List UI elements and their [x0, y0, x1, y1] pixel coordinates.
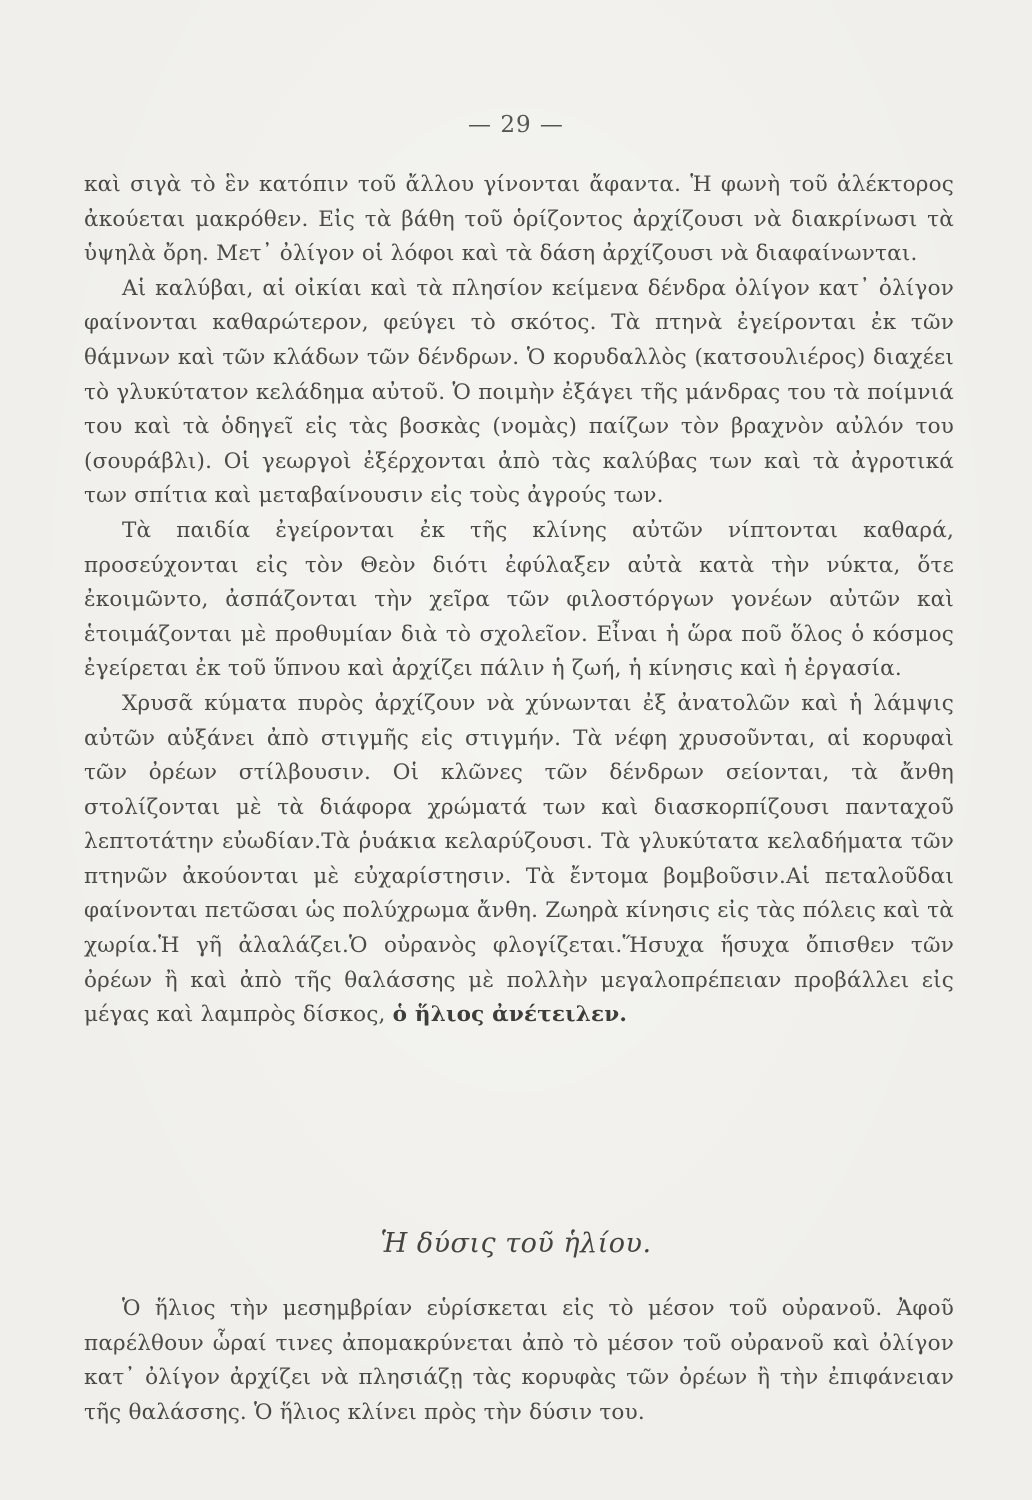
paragraph: Ὁ ἥλιος τὴν μεσημβρίαν εὑρίσκεται εἰς τὸ μέσον τοῦ οὐρανοῦ. Ἀφοῦ παρέλθουν ὧραί τινες ἀπομακρύνεται ἀπὸ τὸ μέσον τοῦ οὐρανοῦ καὶ ὀλίγον κατ᾽ ὀλίγον ἀρχίζει νὰ πλησιάζῃ τὰς κορυφὰς τῶν ὀρέων ἢ τὴν ἐπιφάνειαν τῆς θαλάσσης. Ὁ ἥλιος κλίνει πρὸς τὴν δύσιν του.: [84, 1296, 954, 1425]
paragraph: Αἱ καλύβαι, αἱ οἰκίαι καὶ τὰ πλησίον κείμενα δένδρα ὀλίγον κατ᾽ ὀλίγον φαίνονται καθαρώτερον, φεύγει τὸ σκότος. Τὰ πτηνὰ ἐγείρονται ἐκ τῶν θάμνων καὶ τῶν κλάδων τῶν δένδρων. Ὁ κορυδαλλὸς (κατσουλιέρος) διαχέει τὸ γλυκύτατον κελάδημα αὐτοῦ. Ὁ ποιμὴν ἐξάγει τῆς μάνδρας του τὰ ποίμνιά του καὶ τὰ ὁδηγεῖ εἰς τὰς βοσκὰς (νομὰς) παίζων τὸν βραχνὸν αὐλόν του (σουράβλι). Οἱ γεωργοὶ ἐξέρχονται ἀπὸ τὰς καλύβας των καὶ τὰ ἀγροτικά των σπίτια καὶ μεταβαίνουσιν εἰς τοὺς ἀγρούς των.: [84, 275, 954, 509]
text-block-top: [84, 168, 954, 1033]
emphasis-text: ὁ ἥλιος ἀνέτειλεν.: [392, 1002, 628, 1028]
paragraph-text: Χρυσᾶ κύματα πυρὸς ἀρχίζουν νὰ χύνωνται ἐξ ἀνατολῶν καὶ ἡ λάμψις αὐτῶν αὐξάνει ἀπὸ στιγμῆς εἰς στιγμήν. Τὰ νέφη χρυσοῦνται, αἱ κορυφαὶ τῶν ὀρέων στίλβουσιν. Οἱ κλῶνες τῶν δένδρων σείονται, τὰ ἄνθη στολίζονται μὲ τὰ διάφορα χρώματά των καὶ διασκορπίζουσι πανταχοῦ λεπτοτάτην εὐωδίαν.Τὰ ῥυάκια κελαρύζουσι. Τὰ γλυκύτατα κελαδήματα τῶν πτηνῶν ἀκούονται μὲ εὐχαρίστησιν. Τὰ ἔντομα βομβοῦσιν.Αἱ πεταλοῦδαι φαίνονται πετῶσαι ὡς πολύχρωμα ἄνθη. Ζωηρὰ κίνησις εἰς τὰς πόλεις καὶ τὰ χωρία.Ἡ γῆ ἀλαλάζει.Ὁ οὐρανὸς φλογίζεται.Ἥσυχα ἥσυχα ὄπισθεν τῶν ὀρέων ἢ καὶ ἀπὸ τῆς θαλάσσης μὲ πολλὴν μεγαλοπρέπειαν προβάλλει εἰς μέγας καὶ λαμπρὸς δίσκος,: [84, 690, 954, 1028]
page-number: — 29 —: [468, 112, 564, 138]
paragraph: Τὰ παιδία ἐγείρονται ἐκ τῆς κλίνης αὐτῶν νίπτονται καθαρά, προσεύχονται εἰς τὸν Θεὸν διότι ἐφύλαξεν αὐτὰ κατὰ τὴν νύκτα, ὅτε ἐκοιμῶντο, ἀσπάζονται τὴν χεῖρα τῶν φιλοστόργων γονέων αὐτῶν καὶ ἑτοιμάζονται μὲ προθυμίαν διὰ τὸ σχολεῖον. Εἶναι ἡ ὥρα ποῦ ὅλος ὁ κόσμος ἐγείρεται ἐκ τοῦ ὕπνου καὶ ἀρχίζει πάλιν ἡ ζωή, ἡ κίνησις καὶ ἡ ἐργασία.: [84, 517, 954, 682]
text-block-bottom: [84, 1292, 954, 1430]
paragraph-sunrise: [84, 687, 954, 1033]
section-title: Ἡ δύσις τοῦ ἡλίου.: [380, 1228, 652, 1259]
paragraph: καὶ σιγὰ τὸ ἓν κατόπιν τοῦ ἄλλου γίνονται ἄφαντα. Ἡ φωνὴ τοῦ ἀλέκτορος ἀκούεται μακρόθεν. Εἰς τὰ βάθη τοῦ ὁρίζοντος ἀρχίζουσι νὰ διακρίνωσι τὰ ὑψηλὰ ὄρη. Μετ᾽ ὀλίγον οἱ λόφοι καὶ τὰ δάση ἀρχίζουσι νὰ διαφαίνωνται.: [84, 172, 954, 267]
